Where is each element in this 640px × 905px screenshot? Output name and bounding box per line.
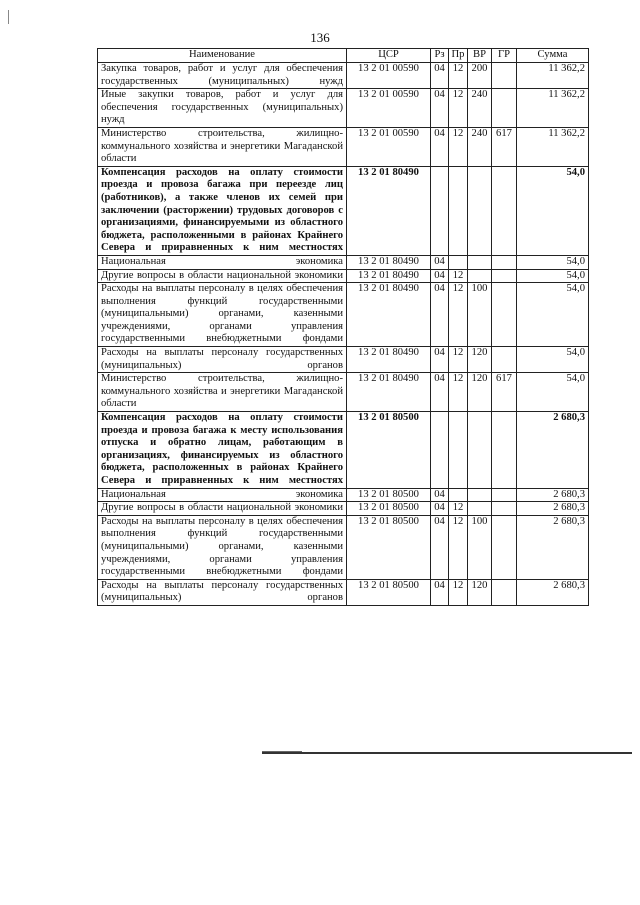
cell-gr [492, 283, 517, 347]
cell-name-text: Министерство строительства, жилищно-коммунального хозяйства и энергетики Магаданской области [101, 127, 343, 165]
cell-rz [431, 166, 449, 255]
cell-name [98, 255, 347, 269]
cell-vr [468, 255, 492, 269]
cell-vr: 240 [468, 127, 492, 166]
cell-name-text: Национальная экономика [101, 488, 343, 500]
cell-pr: 12 [449, 579, 468, 605]
cell-sum: 54,0 [517, 269, 589, 283]
cell-sum: 2 680,3 [517, 579, 589, 605]
cell-name [98, 283, 347, 347]
cell-vr [468, 502, 492, 516]
cell-gr: 617 [492, 373, 517, 412]
header-gr: ГР [492, 49, 517, 63]
cell-pr: 12 [449, 373, 468, 412]
cell-sum: 11 362,2 [517, 89, 589, 128]
cell-csr: 13 2 01 00590 [347, 63, 431, 89]
cell-vr: 100 [468, 283, 492, 347]
cell-name [98, 63, 347, 89]
cell-name-text: Расходы на выплаты персоналу в целях обеспечения выполнения функций государственными (муниципальными) органами, казенными учреждениями, органами управления государственными внебюджетными фондами [101, 283, 343, 345]
cell-sum: 54,0 [517, 283, 589, 347]
cell-csr: 13 2 01 80500 [347, 579, 431, 605]
table-row [98, 63, 589, 89]
table-row [98, 283, 589, 347]
cell-vr: 200 [468, 63, 492, 89]
cell-rz: 04 [431, 515, 449, 579]
table-row [98, 579, 589, 605]
cell-rz [431, 412, 449, 489]
table-row [98, 89, 589, 128]
cell-rz: 04 [431, 283, 449, 347]
header-csr: ЦСР [347, 49, 431, 63]
cell-rz: 04 [431, 255, 449, 269]
table-row [98, 255, 589, 269]
cell-csr: 13 2 01 80490 [347, 255, 431, 269]
table-row [98, 515, 589, 579]
cell-name-text: Расходы на выплаты персоналу государственных (муниципальных) органов [101, 579, 343, 604]
cell-gr [492, 488, 517, 502]
cell-pr: 12 [449, 347, 468, 373]
cell-name [98, 269, 347, 283]
table-row [98, 269, 589, 283]
cell-gr [492, 347, 517, 373]
cell-rz: 04 [431, 63, 449, 89]
cell-pr: 12 [449, 63, 468, 89]
cell-pr [449, 412, 468, 489]
cell-rz: 04 [431, 579, 449, 605]
header-vr: ВР [468, 49, 492, 63]
cell-gr [492, 255, 517, 269]
table-row [98, 488, 589, 502]
cell-name [98, 579, 347, 605]
cell-gr [492, 166, 517, 255]
header-name: Наименование [98, 49, 347, 63]
page-number: 136 [310, 30, 330, 45]
table-row [98, 373, 589, 412]
cell-name [98, 515, 347, 579]
cell-name-text: Иные закупки товаров, работ и услуг для обеспечения государственных (муниципальных) нужд [101, 89, 343, 126]
header-sum: Сумма [517, 49, 589, 63]
cell-gr [492, 412, 517, 489]
cell-name-text: Другие вопросы в области национальной экономики [101, 502, 343, 514]
cell-rz: 04 [431, 373, 449, 412]
cell-name-text: Закупка товаров, работ и услуг для обеспечения государственных (муниципальных) нужд [101, 63, 343, 87]
cell-pr: 12 [449, 89, 468, 128]
cell-vr: 120 [468, 373, 492, 412]
cell-vr: 120 [468, 579, 492, 605]
cell-pr: 12 [449, 502, 468, 516]
cell-name-text: Компенсация расходов на оплату стоимости проезда и провоза багажа к месту использования отпуска и обратно лицам, работающим в организациях, финансируемых из областного бюджета, расположенных в районах Крайнего Севера и приравненных к ним местностях [101, 412, 343, 486]
cell-csr: 13 2 01 80490 [347, 347, 431, 373]
cell-name-text: Национальная экономика [101, 255, 343, 267]
cell-name [98, 347, 347, 373]
cell-name [98, 412, 347, 489]
table-row [98, 127, 589, 166]
cell-csr: 13 2 01 80490 [347, 269, 431, 283]
cell-vr: 120 [468, 347, 492, 373]
cell-gr [492, 89, 517, 128]
cell-sum: 11 362,2 [517, 127, 589, 166]
cell-gr [492, 579, 517, 605]
cell-vr [468, 166, 492, 255]
cell-rz: 04 [431, 89, 449, 128]
cell-csr: 13 2 01 80490 [347, 166, 431, 255]
cell-name [98, 89, 347, 128]
cell-name-text: Компенсация расходов на оплату стоимости проезда и провоза багажа при переезде лиц (работников), а также членов их семей при заключении (расторжении) трудовых договоров с организациями, финансируемыми из областного бюджета, расположенными в районах Крайнего Севера и приравненных к ним местностях [101, 166, 343, 254]
cell-sum: 2 680,3 [517, 515, 589, 579]
cell-pr [449, 488, 468, 502]
cell-name-text: Расходы на выплаты персоналу в целях обеспечения выполнения функций государственными (муниципальными) органами, казенными учреждениями, органами управления государственными внебюджетными фондами [101, 515, 343, 578]
cell-rz: 04 [431, 502, 449, 516]
table-header-row [98, 49, 589, 63]
cell-vr [468, 488, 492, 502]
cell-sum: 54,0 [517, 373, 589, 412]
cell-gr: 617 [492, 127, 517, 166]
cell-name [98, 502, 347, 516]
header-rz: Рз [431, 49, 449, 63]
cell-name-text: Расходы на выплаты персоналу государственных (муниципальных) органов [101, 347, 343, 371]
footer-rule [262, 752, 632, 754]
cell-pr: 12 [449, 515, 468, 579]
cell-gr [492, 269, 517, 283]
cell-rz: 04 [431, 488, 449, 502]
cell-sum: 2 680,3 [517, 412, 589, 489]
cell-rz: 04 [431, 347, 449, 373]
cell-pr: 12 [449, 283, 468, 347]
cell-pr: 12 [449, 269, 468, 283]
table-row [98, 347, 589, 373]
cell-vr: 240 [468, 89, 492, 128]
cell-sum: 2 680,3 [517, 488, 589, 502]
cell-csr: 13 2 01 80500 [347, 502, 431, 516]
cell-csr: 13 2 01 00590 [347, 127, 431, 166]
cell-name-text: Другие вопросы в области национальной экономики [101, 269, 343, 281]
cell-csr: 13 2 01 00590 [347, 89, 431, 128]
cell-pr [449, 166, 468, 255]
cell-sum: 54,0 [517, 166, 589, 255]
cell-pr [449, 255, 468, 269]
cell-gr [492, 515, 517, 579]
cell-name [98, 373, 347, 412]
table-row [98, 412, 589, 489]
cell-name [98, 166, 347, 255]
cell-name [98, 488, 347, 502]
cell-vr [468, 412, 492, 489]
cell-rz: 04 [431, 127, 449, 166]
table-row [98, 502, 589, 516]
budget-table [97, 48, 589, 606]
table-body [98, 63, 589, 606]
cell-vr [468, 269, 492, 283]
cell-gr [492, 63, 517, 89]
cell-vr: 100 [468, 515, 492, 579]
cell-sum: 54,0 [517, 255, 589, 269]
header-pr: Пр [449, 49, 468, 63]
cell-gr [492, 502, 517, 516]
cell-name-text: Министерство строительства, жилищно-коммунального хозяйства и энергетики Магаданской области [101, 373, 343, 410]
cell-csr: 13 2 01 80490 [347, 373, 431, 412]
cell-name [98, 127, 347, 166]
cell-csr: 13 2 01 80490 [347, 283, 431, 347]
cell-sum: 11 362,2 [517, 63, 589, 89]
table-row [98, 166, 589, 255]
cell-csr: 13 2 01 80500 [347, 488, 431, 502]
cell-sum: 2 680,3 [517, 502, 589, 516]
cell-rz: 04 [431, 269, 449, 283]
scan-corner-mark [8, 10, 9, 24]
cell-pr: 12 [449, 127, 468, 166]
cell-csr: 13 2 01 80500 [347, 515, 431, 579]
cell-sum: 54,0 [517, 347, 589, 373]
cell-csr: 13 2 01 80500 [347, 412, 431, 489]
